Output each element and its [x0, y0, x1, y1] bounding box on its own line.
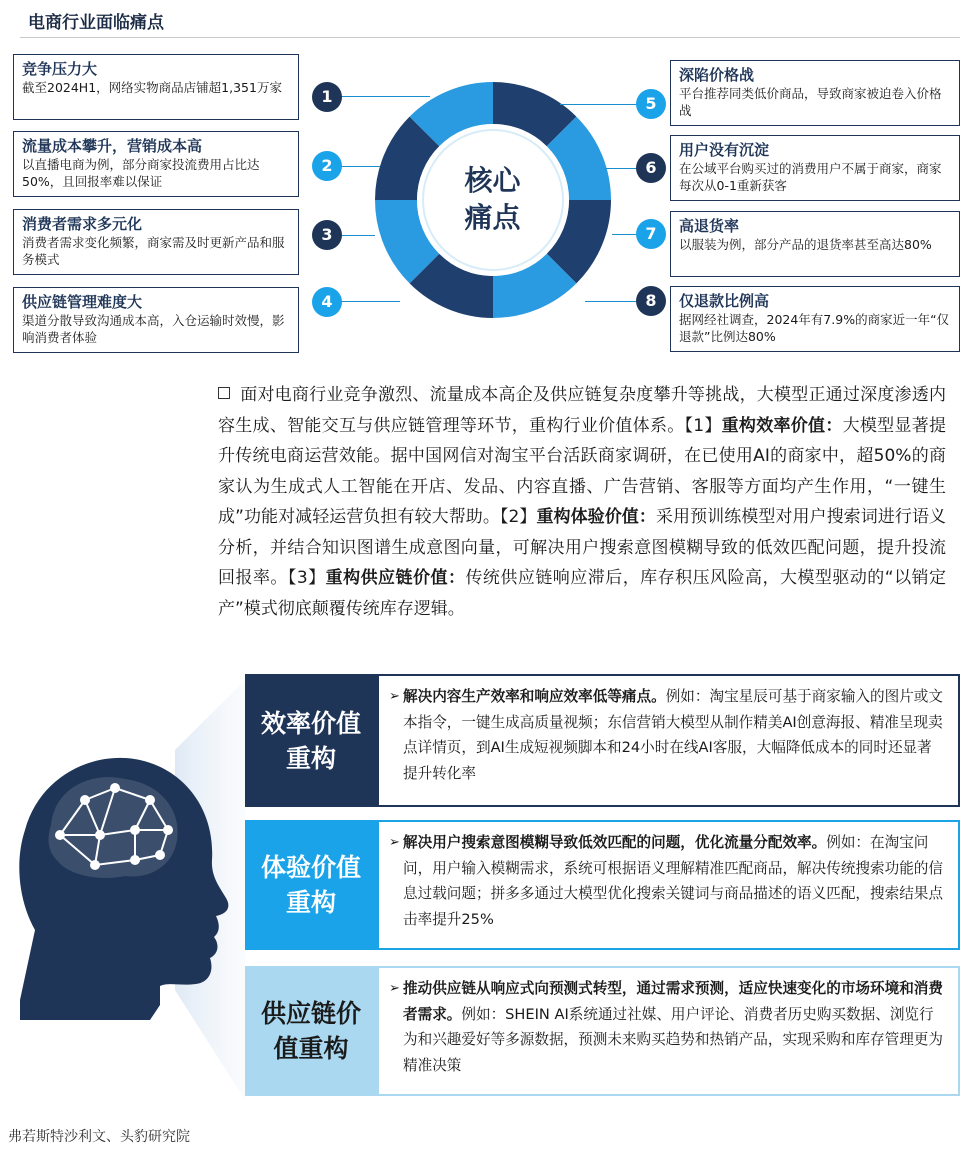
- pain-number-3: 3: [312, 220, 342, 250]
- pain-heading: 消费者需求多元化: [22, 215, 143, 233]
- para-text-1: 大模型显著提升传统电商运营效能。据中国网信对淘宝平台活跃商家调研，在已使用AI的商家中，超50%的商家认为生成式人工智能在开店、发品、内容直播、广告营销、客服等方面均产生作用，“一键生成”功能对减轻运营负担有较大帮助。【2】: [218, 415, 946, 527]
- value-label: 效率价值 重构: [260, 708, 361, 773]
- connector-8: [585, 301, 638, 302]
- pain-body: 消费者需求变化频繁，商家需及时更新产品和服务模式: [22, 235, 285, 267]
- core-label-line1: 核心: [464, 164, 521, 197]
- pain-body: 渠道分散导致沟通成本高，入仓运输时效慢，影响消费者体验: [22, 313, 285, 345]
- page-title: 电商行业面临痛点: [28, 13, 164, 33]
- value-bold: 解决内容生产效率和响应效率低等痛点。: [403, 688, 666, 705]
- connector-3: [340, 235, 375, 236]
- para-heading-3: 重构供应链价值：: [325, 568, 466, 588]
- value-bold: 推动供应链从响应式向预测式转型，通过需求预测，适应快速变化的市场环境和消费者需求。: [403, 980, 943, 1023]
- pain-heading: 深陷价格战: [679, 66, 755, 84]
- pain-box-5: [670, 60, 960, 126]
- pain-number-2: 2: [312, 151, 342, 181]
- value-text: 例如：SHEIN AI系统通过社媒、用户评论、消费者历史购买数据、浏览行为和兴趣爱好等多源数据，预测未来购买趋势和热销产品，实现采购和库存管理更为精准决策: [403, 1005, 943, 1074]
- pain-box-7: [670, 211, 960, 277]
- checkbox-bullet-icon: [218, 387, 230, 399]
- pain-box-2: [13, 131, 299, 197]
- pain-box-1: [13, 54, 299, 120]
- pain-box-6: [670, 135, 960, 201]
- value-body: [377, 674, 960, 807]
- pain-number-7: 7: [636, 219, 666, 249]
- ai-head-illustration: [0, 660, 260, 1120]
- summary-paragraph: [218, 380, 946, 624]
- connector-7: [612, 234, 638, 235]
- arrow-bullet-icon: ➢: [389, 689, 400, 704]
- arrow-bullet-icon: ➢: [389, 835, 400, 850]
- pain-body: 截至2024H1，网络实物商品店铺超1,351万家: [22, 80, 282, 95]
- pain-body: 以直播电商为例，部分商家投流费用占比达50%，且回报率难以保证: [22, 157, 260, 189]
- pain-number-4: 4: [312, 287, 342, 317]
- pain-heading: 用户没有沉淀: [679, 141, 770, 159]
- value-row-experience: [245, 820, 960, 950]
- arrow-bullet-icon: ➢: [389, 981, 400, 996]
- core-label: [440, 162, 545, 236]
- pain-heading: 流量成本攀升，营销成本高: [22, 137, 203, 155]
- core-label-line2: 痛点: [464, 201, 521, 234]
- pain-body: 据网经社调查，2024年有7.9%的商家近一年“仅退款”比例达80%: [679, 312, 950, 344]
- connector-4: [340, 301, 400, 302]
- value-text: 例如：在淘宝问问，用户输入模糊需求，系统可根据语义理解精准匹配商品，解决传统搜索功能的信息过载问题；拼多多通过大模型优化搜索关键词与商品描述的语义匹配，搜索结果点击率提升25%: [403, 834, 943, 928]
- value-row-efficiency: [245, 674, 960, 807]
- pain-body: 以服装为例，部分产品的退货率甚至高达80%: [679, 237, 932, 252]
- connector-5: [560, 104, 638, 105]
- value-label: 供应链价 值重构: [260, 999, 361, 1063]
- source-note: 弗若斯特沙利文、头豹研究院: [8, 1129, 190, 1145]
- pain-heading: 仅退款比例高: [679, 292, 770, 310]
- brain-network-icon: [50, 778, 177, 877]
- value-body: [377, 820, 960, 950]
- pain-box-8: [670, 286, 960, 352]
- pain-heading: 供应链管理难度大: [22, 293, 143, 311]
- pain-heading: 竞争压力大: [22, 60, 98, 78]
- para-text-2: 采用预训练模型对用户搜索词进行语义分析，并结合知识图谱生成意图向量，可解决用户搜索意图模糊导致的低效匹配问题，提升投流回报率。【3】: [218, 507, 947, 588]
- pain-box-4: [13, 287, 299, 353]
- value-bold: 解决用户搜索意图模糊导致低效匹配的问题，优化流量分配效率。: [403, 834, 827, 851]
- value-text: 例如：淘宝星辰可基于商家输入的图片或文本指令，一键生成高质量视频；东信营销大模型从制作精美AI创意海报、精准呈现卖点详情页，到AI生成短视频脚本和24小时在线AI客服，大幅降低成本的同时还显著提升转化率: [403, 688, 943, 782]
- value-row-supply-chain: [245, 966, 960, 1096]
- pain-number-8: 8: [636, 286, 666, 316]
- para-intro: 面对电商行业竞争激烈、流量成本高企及供应链复杂度攀升等挑战，大模型正通过深度渗透内容生成、智能交互与供应链管理等环节，重构行业价值体系。【1】: [218, 385, 946, 436]
- pain-body: 平台推荐同类低价商品，导致商家被迫卷入价格战: [679, 86, 942, 118]
- pain-number-1: 1: [312, 82, 342, 112]
- para-heading-1: 重构效率价值：: [721, 415, 843, 436]
- pain-number-6: 6: [636, 153, 666, 183]
- pain-heading: 高退货率: [679, 217, 740, 235]
- pain-number-5: 5: [636, 89, 666, 119]
- connector-1: [340, 96, 430, 97]
- pain-box-3: [13, 209, 299, 275]
- value-body: [377, 966, 960, 1096]
- pain-body: 在公域平台购买过的消费用户不属于商家，商家每次从0-1重新获客: [679, 161, 942, 193]
- connector-2: [340, 166, 380, 167]
- para-text-3: 传统供应链响应滞后，库存积压风险高，大模型驱动的“以销定产”模式彻底颠覆传统库存逻辑。: [218, 568, 947, 619]
- value-label: 体验价值 重构: [260, 853, 361, 917]
- para-heading-2: 重构体验价值：: [536, 507, 656, 527]
- connector-6: [605, 168, 638, 169]
